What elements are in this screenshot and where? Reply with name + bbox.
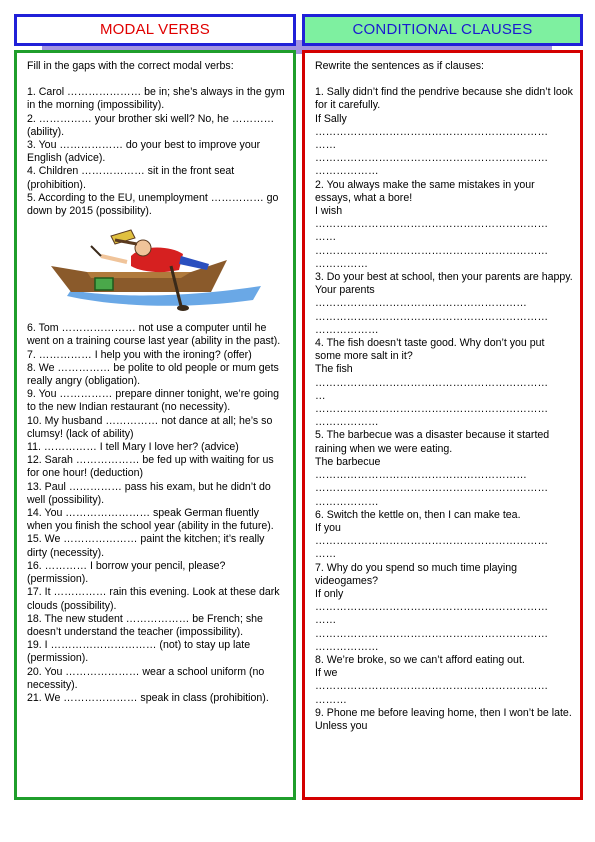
modal-exercise-item: 8. We …………… be polite to old people or mum gets really angry (obligation). <box>27 361 279 388</box>
conditional-exercise-line: Unless you <box>315 719 368 732</box>
modal-verbs-header: MODAL VERBS <box>14 14 296 46</box>
modal-exercise-item: 1. Carol ………………… be in; she’s always in the gym in the morning (impossibility). <box>27 86 285 112</box>
modal-exercise-item: 13. Paul …………… pass his exam, but he didn’t do well (possibility). <box>27 480 271 506</box>
conditional-exercise-line: ………………………………………………………… <box>315 310 549 323</box>
conditional-exercise-line: ……………… <box>315 640 379 653</box>
modal-exercise-item: 7. …………… I help you with the ironing? (offer) <box>27 348 252 361</box>
conditional-exercise-line: ………………………………………………………… <box>315 244 549 257</box>
conditional-exercise-line: ………………………………………………………… <box>315 680 549 693</box>
modal-exercise-item: 12. Sarah ……………… be fed up with waiting for us for one hour! (deduction) <box>27 454 274 480</box>
conditional-exercise-line: If Sally <box>315 112 347 125</box>
conditional-exercise-line: ………………………………………………………… <box>315 535 549 548</box>
modal-exercise-item: 10. My husband …………… not dance at all; he’s so clumsy! (lack of ability) <box>27 414 273 440</box>
modal-exercise-item: 6. Tom ………………… not use a computer until he went on a training course last year (ability in the past). <box>27 322 281 348</box>
conditional-exercise-line: If we <box>315 667 338 680</box>
modal-exercise-item: 14. You …………………… speak German fluently when you finish the school year (ability in the future). <box>27 507 274 533</box>
conditional-exercise-line: ………………………………………………………… <box>315 125 549 138</box>
conditional-exercise-line: …………………………………………………… <box>315 469 527 482</box>
conditional-exercise-line: If you <box>315 521 341 534</box>
conditional-exercise-line: I wish <box>315 205 343 218</box>
conditional-exercise-line: …… <box>315 231 337 244</box>
modal-items-second <box>27 322 286 705</box>
conditional-exercise-line: 6. Switch the kettle on, then I can make tea. <box>315 508 521 521</box>
conditional-exercise-line: ……………… <box>315 416 379 429</box>
conditional-exercise-line: Your parents <box>315 284 375 297</box>
conditional-exercise-line: …………… <box>315 257 368 270</box>
conditional-exercise-line: ……………… <box>315 323 379 336</box>
conditional-exercise-line: 7. Why do you spend so much time playing videogames? <box>315 561 517 587</box>
conditional-exercise-line: …… <box>315 548 337 561</box>
conditional-clauses-header: CONDITIONAL CLAUSES <box>302 14 583 46</box>
conditional-exercise-line: If only <box>315 587 344 600</box>
conditional-exercise-line: ………………………………………………………… <box>315 482 549 495</box>
conditional-exercise-line: 8. We’re broke, so we can’t afford eating out. <box>315 653 525 666</box>
modal-exercise-item: 9. You …………… prepare dinner tonight, we’re going to the new Indian restaurant (no necessity). <box>27 388 280 414</box>
conditional-instruction: Rewrite the sentences as if clauses: <box>315 60 484 72</box>
conditional-exercise-line: …… <box>315 614 337 627</box>
conditional-exercise-line: The fish <box>315 363 353 376</box>
rowing-boat-illustration <box>31 226 271 312</box>
conditional-exercise-line: ………………………………………………………… <box>315 627 549 640</box>
modal-exercise-item: 2. …………… your brother ski well? No, he ………… (ability). <box>27 112 275 138</box>
modal-exercise-item: 16. ………… I borrow your pencil, please? (permission). <box>27 559 226 586</box>
boat-illustration-area <box>27 226 286 322</box>
modal-items-first <box>27 86 286 218</box>
conditional-exercise-line: ………………………………………………………… <box>315 218 549 231</box>
modal-exercise-item: 20. You ………………… wear a school uniform (no necessity). <box>27 665 265 691</box>
conditional-exercise-line: 9. Phone me before leaving home, then I won’t be late. <box>315 706 572 719</box>
conditional-exercise-line: …………………………………………………… <box>315 297 527 310</box>
conditional-exercise-line: 4. The fish doesn’t taste good. Why don’t you put some more salt in it? <box>315 337 545 363</box>
conditional-exercise-line: ……… <box>315 693 347 706</box>
modal-exercise-item: 15. We ………………… paint the kitchen; it’s really dirty (necessity). <box>27 533 265 559</box>
modal-exercise-item: 11. …………… I tell Mary I love her? (advice) <box>27 441 239 454</box>
modal-exercise-item: 21. We ………………… speak in class (prohibition). <box>27 691 269 704</box>
modal-verbs-panel <box>14 50 296 800</box>
conditional-clauses-panel <box>302 50 583 800</box>
conditional-exercise-line: 1. Sally didn’t find the pendrive because she didn’t look for it carefully. <box>315 86 573 112</box>
conditional-exercise-line: ………………………………………………………… <box>315 601 549 614</box>
conditional-exercise-line: 2. You always make the same mistakes in your essays, what a bore! <box>315 178 535 204</box>
conditional-items <box>315 86 573 733</box>
modal-instruction: Fill in the gaps with the correct modal verbs: <box>27 60 234 72</box>
conditional-exercise-line: ………………………………………………………… <box>315 376 549 389</box>
conditional-exercise-line: 5. The barbecue was a disaster because it started raining when we were eating. <box>315 429 550 455</box>
conditional-exercise-line: ……………… <box>315 495 379 508</box>
modal-exercise-item: 19. I ………………………… (not) to stay up late (permission). <box>27 639 251 665</box>
modal-exercise-item: 5. According to the EU, unemployment …………… go down by 2015 (possibility). <box>27 191 279 218</box>
conditional-exercise-line: …… <box>315 139 337 152</box>
conditional-exercise-line: The barbecue <box>315 455 381 468</box>
conditional-exercise-line: 3. Do your best at school, then your parents are happy. <box>315 271 573 284</box>
modal-exercise-item: 18. The new student ……………… be French; she doesn’t understand the teacher (impossibility). <box>27 612 263 638</box>
modal-exercise-item: 17. It …………… rain this evening. Look at these dark clouds (possibility). <box>27 586 280 612</box>
modal-exercise-item: 3. You ……………… do your best to improve your English (advice). <box>27 139 261 165</box>
modal-exercise-item: 4. Children ……………… sit in the front seat (prohibition). <box>27 165 235 191</box>
conditional-exercise-line: ………………………………………………………… <box>315 403 549 416</box>
conditional-exercise-line: … <box>315 389 326 402</box>
conditional-exercise-line: ……………… <box>315 165 379 178</box>
conditional-exercise-line: ………………………………………………………… <box>315 152 549 165</box>
